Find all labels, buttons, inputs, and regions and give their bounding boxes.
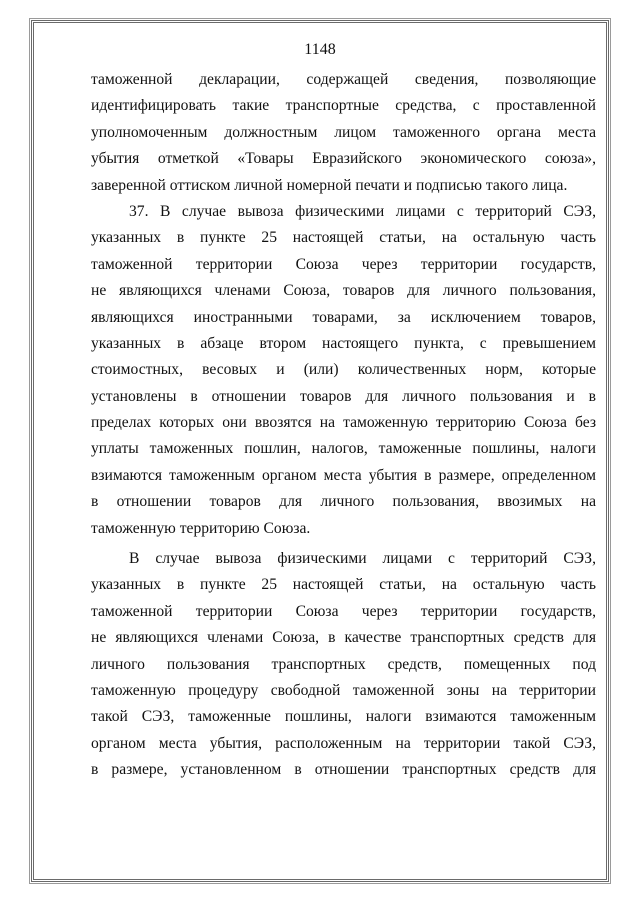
text-line: установлены в отношении товаров для личного пользования и в — [91, 387, 596, 405]
text-line: являющихся иностранными товарами, за исключением товаров, — [91, 308, 596, 326]
text-line: указанных в пункте 25 настоящей статьи, на остальную часть — [91, 576, 596, 594]
text-line: указанных в абзаце втором настоящего пункта, с превышением — [91, 334, 596, 352]
text-line: указанных в пункте 25 настоящей статьи, на остальную часть — [91, 229, 596, 247]
text-line: идентифицировать такие транспортные средства, с проставленной — [91, 97, 596, 115]
paragraph-37 — [91, 199, 596, 542]
paragraph — [91, 67, 596, 199]
text-line: в отношении товаров для личного пользования, ввозимых на — [91, 493, 596, 511]
document-body — [91, 67, 596, 784]
text-line: в размере, установленном в отношении транспортных средств для — [91, 761, 596, 779]
text-line: В случае вывоза физическими лицами с территорий СЭЗ, — [129, 550, 596, 568]
text-line: органом места убытия, расположенным на территории такой СЭЗ, — [91, 734, 596, 752]
text-line: таможенную территорию Союза. — [91, 519, 311, 537]
text-line: таможенной территории Союза через территории государств, — [91, 602, 596, 620]
text-line: таможенную процедуру свободной таможенной зоны на территории — [91, 681, 596, 699]
text-line: таможенной декларации, содержащей сведения, позволяющие — [91, 71, 596, 88]
text-line: убытия отметкой «Товары Евразийского экономического союза», — [91, 150, 596, 168]
paragraph — [91, 546, 596, 784]
text-line: уплаты таможенных пошлин, налогов, таможенные пошлины, налоги — [91, 440, 596, 458]
text-line: 37. В случае вывоза физическими лицами с территорий СЭЗ, — [129, 202, 596, 220]
text-line: уполномоченным должностным лицом таможенного органа места — [91, 123, 596, 141]
text-line: таможенной территории Союза через территории государств, — [91, 255, 596, 273]
text-line: не являющихся членами Союза, товаров для личного пользования, — [91, 282, 596, 300]
text-line: стоимостных, весовых и (или) количественных норм, которые — [91, 361, 596, 379]
text-line: пределах которых они ввозятся на таможенную территорию Союза без — [91, 414, 596, 432]
page-number: 1148 — [304, 41, 336, 58]
text-line: взимаются таможенным органом места убытия в размере, определенном — [91, 466, 596, 484]
text-line: такой СЭЗ, таможенные пошлины, налоги взимаются таможенным — [91, 708, 596, 726]
text-line: не являющихся членами Союза, в качестве транспортных средств для — [91, 629, 596, 647]
text-line: личного пользования транспортных средств, помещенных под — [91, 655, 596, 673]
text-line: заверенной оттиском личной номерной печати и подписью такого лица. — [91, 176, 568, 194]
